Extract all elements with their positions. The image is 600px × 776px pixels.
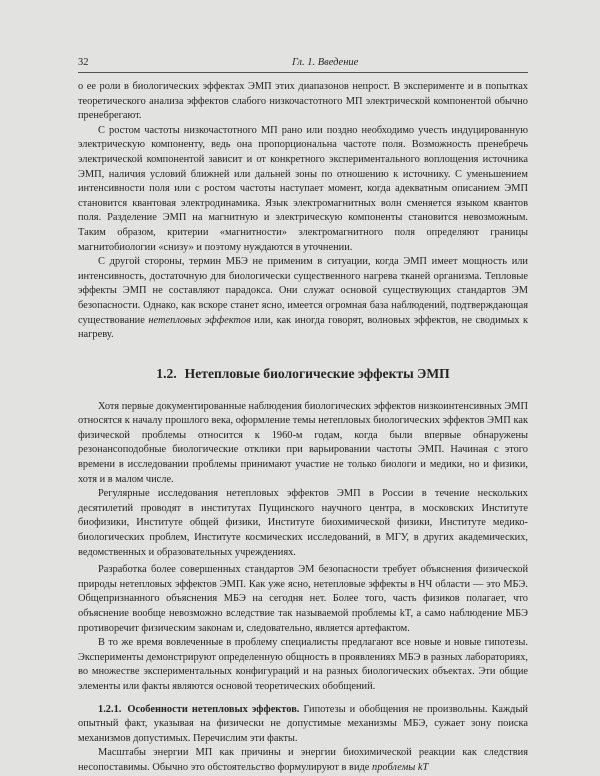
subsection-heading	[98, 704, 299, 715]
paragraph-thermal-tail: или, как иногда говорят, волновых эффектов, не сводимых к нагреву.	[78, 314, 529, 341]
subsection-title: Особенности нетепловых эффектов.	[127, 703, 300, 715]
paragraph-history: Хотя первые документированные наблюдения биологических эффектов низкоинтенсивных ЭМП относятся к началу прошлого века, оформление темы нетепловых биологических эффектов ЭМП как физической проблемы относится к 1960-м годам, когда были впервые обнаружены резонансоподобные биологические отклики при варьировании частоты ЭМП. Начиная с этого времени в исследовании проблемы принимают участие не только биологи и медики, но и физики, хотя и в малом числе.	[78, 400, 528, 485]
term-kt-problem: проблемы kT	[372, 761, 429, 773]
subsection-number: 1.2.1.	[98, 703, 122, 715]
paragraph-research-russia: Регулярные исследования нетепловых эффектов ЭМП в России в течение нескольких десятилетий проводят в институтах Пущинского научного центра, в московских Институте биофизики, Институте общей физики, Институте биохимической физики, Институте медико-биологических проблем, Институте космических исследований, в МГУ, в других академических, ведомственных и образовательных учреждениях.	[78, 488, 528, 558]
chapter-title: Гл. 1. Введение	[292, 57, 359, 68]
section-title: Нетепловые биологические эффекты ЭМП	[184, 365, 450, 381]
paragraph-thermal-text: С другой стороны, термин МБЭ не применим в ситуации, когда ЭМП имеет мощность или интенсивность, достаточную для биологически существенного нагрева тканей организма. Тепловые эффекты ЭМП не составляют парадокса. Они служат основой существующих стандартов ЭМ безопасности. Однако, как вскоре станет ясно, имеется огромная база наблюдений, подтверждающая существование	[78, 256, 528, 326]
paragraph-energy-text: Масштабы энергии МП как причины и энергии биохимической реакции как следствия несопоставимы. Обычно это обстоятельство формулируют в виде	[78, 747, 528, 773]
subsection-text: Гипотезы и обобщения не произвольны. Каждый опытный факт, указывая на физически не допустимые механизмы МБЭ, сужает зону поиска механизмов допустимых. Перечислим эти факты.	[78, 703, 528, 744]
page-body	[78, 80, 528, 776]
paragraph-safety-standards: Разработка более совершенных стандартов ЭМ безопасности требует объяснения физической природы нетепловых эффектов ЭМП. Как уже ясно, нетепловые эффекты в НЧ области — это МБЭ. Общепризнанного объяснения МБЭ на сегодня нет. Более того, часть физиков полагает, что объяснение вообще невозможно вследствие так называемой проблемы kT, а само наблюдение МБЭ противоречит физическим законам и, следовательно, является артефактом.	[78, 564, 528, 634]
paragraph-hypotheses: В то же время вовлеченные в проблему специалисты предлагают все новые и новые гипотезы. Эксперименты демонстрируют определенную общность в проявлениях МБЭ в разных лабораториях, во множестве экспериментальных конфигураций и на разных биологических объектах. Эти общие элементы или факты являются основой теоретических обобщений.	[78, 637, 528, 692]
paragraph-energy-scales	[78, 746, 528, 775]
paragraph-thermal	[78, 255, 528, 343]
running-header	[78, 56, 528, 73]
page-number: 32	[78, 57, 89, 68]
section-heading	[78, 365, 528, 383]
subsection-paragraph	[78, 703, 528, 747]
paragraph-continuation: о ее роли в биологических эффектах ЭМП этих диапазонов непрост. В эксперименте и в попытках теоретического анализа эффектов слабого низкочастотного МП электрической компонентой обычно пренебрегают.	[78, 81, 528, 122]
term-nonthermal-effects: нетепловых эффектов	[148, 314, 251, 326]
paragraph-frequency: С ростом частоты низкочастотного МП рано или поздно необходимо учесть индуцированную электрическую компоненту, ведь она пропорциональна частоте поля. Возможность пренебречь электрической компонентой зависит и от конкретного экспериментального воплощения источника ЭМП, наличия условий ближней или дальней зоны по отношению к источнику. С уменьшением интенсивности поля или с ростом частоты наступает момент, когда адекватным описанием ЭМП становится квантовая электродинамика. Язык электромагнитных волн сменяется языком квантов поля. Разделение ЭМП на магнитную и электрическую компоненты становится невозможным. Таким образом, критерии «магнитности» электромагнитного поля определяют границы магнитобиологии «снизу» и поэтому нуждаются в уточнении.	[78, 124, 528, 253]
section-number: 1.2.	[156, 365, 177, 381]
